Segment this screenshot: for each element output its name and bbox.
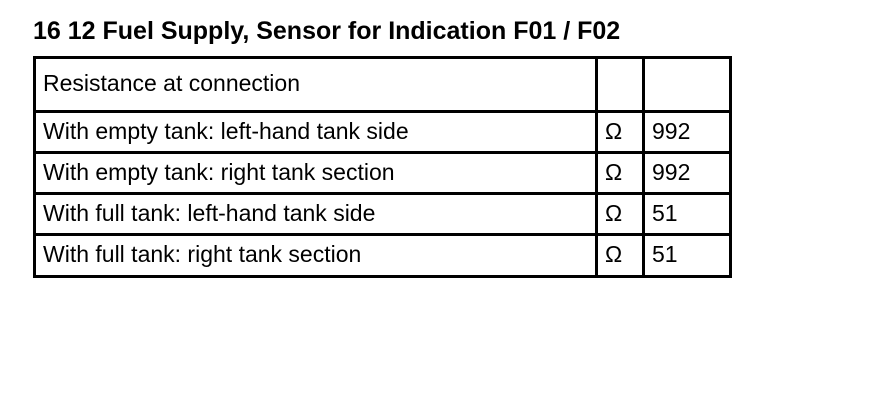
row-value: 992 [644,152,731,193]
row-label: With full tank: right tank section [35,235,597,276]
row-value: 992 [644,111,731,152]
table-header-row [35,57,731,111]
row-value: 51 [644,235,731,276]
page-title: 16 12 Fuel Supply, Sensor for Indication F01 / F02 [33,17,621,45]
row-unit: Ω [597,194,644,235]
table-body [35,57,731,276]
table-row [35,194,731,235]
row-unit: Ω [597,235,644,276]
header-cell-label: Resistance at connection [35,57,597,111]
row-label: With empty tank: right tank section [35,152,597,193]
header-cell-unit [597,57,644,111]
table-row [35,111,731,152]
table-row [35,152,731,193]
row-label: With full tank: left-hand tank side [35,194,597,235]
row-label: With empty tank: left-hand tank side [35,111,597,152]
row-value: 51 [644,194,731,235]
specification-table [33,56,732,278]
row-unit: Ω [597,111,644,152]
row-unit: Ω [597,152,644,193]
table-row [35,235,731,276]
header-cell-value [644,57,731,111]
